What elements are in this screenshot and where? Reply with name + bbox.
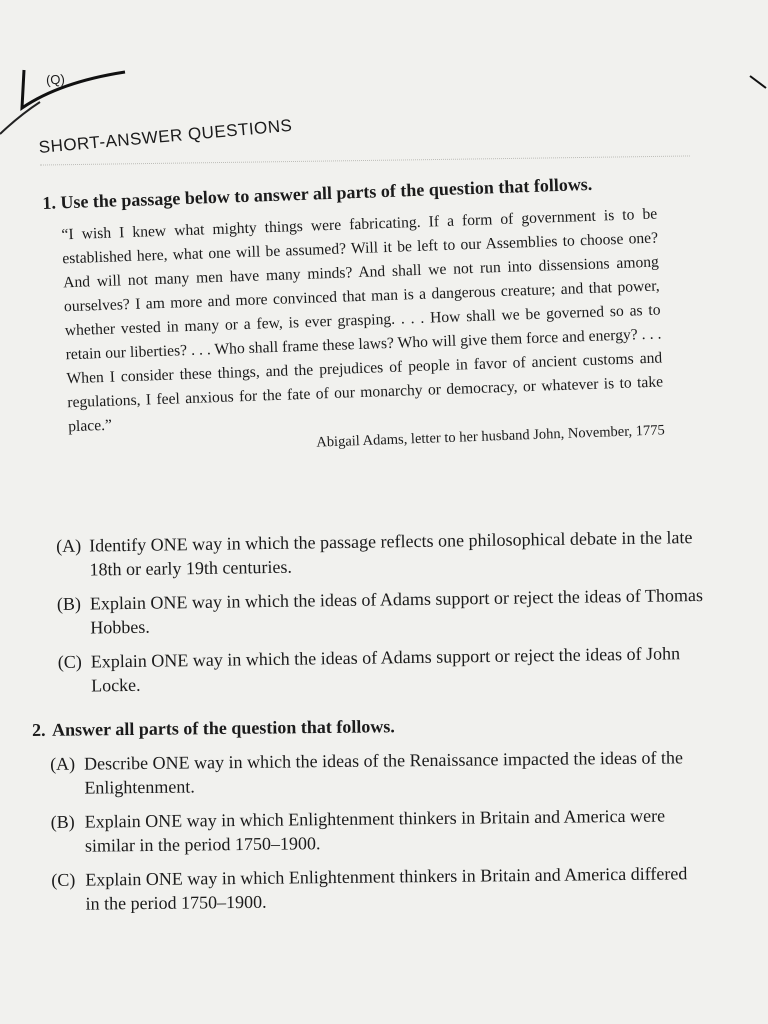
question-1 (42, 170, 681, 461)
part-a (56, 525, 707, 582)
passage-attribution: Abigail Adams, letter to her husband John, November, 1775 (316, 422, 665, 451)
part-a (50, 745, 700, 800)
part-letter: (B) (56, 593, 82, 614)
part-letter: (C) (57, 651, 82, 672)
part-text: Explain ONE way in which the ideas of Adams support or reject the ideas of Thomas Hobbes. (89, 584, 704, 638)
part-text: Explain ONE way in which Enlightenment thinkers in Britain and America differed in the period 1750–1900. (85, 863, 688, 914)
part-text: Identify ONE way in which the passage reflects one philosophical debate in the late 18th or early 19th centuries. (89, 527, 693, 580)
section-title: SHORT-ANSWER QUESTIONS (38, 115, 294, 157)
question-prompt-text: Answer all parts of the question that follows. (51, 716, 395, 740)
part-c (51, 861, 701, 916)
part-text: Explain ONE way in which the ideas of Adams support or reject the ideas of John Locke. (90, 643, 681, 696)
part-b (57, 583, 708, 640)
question-1-parts (56, 525, 708, 708)
part-text: Explain ONE way in which Enlightenment thinkers in Britain and America were similar in the period 1750–1900. (84, 805, 666, 856)
title-divider (40, 155, 690, 166)
question-number: 1. (42, 192, 57, 213)
part-letter: (A) (56, 535, 82, 556)
question-number: 2. (32, 719, 46, 740)
corner-bracket-mark (0, 60, 140, 140)
corner-label: (Q) (45, 71, 66, 88)
quoted-passage: “I wish I knew what mighty things were fabricating. If a form of government is to be established here, what one will be assumed? Will it be left to our Assemblies to choose one? And will not many men have many minds? And shall we not run into dissensions among ourselves? I am more and more convinced that man is a dangerous creature; and that power, whether vested in many or a few, is ever grasping. . . . How shall we be governed so as to retain our liberties? . . . Who shall frame these laws? Who will give them force and energy? . . . When I consider these things, and the prejudices of people in favor of ancient customs and regulations, I feel anxious for the fate of our monarchy or democracy, or whatever is to take place.” (61, 205, 664, 436)
part-letter: (C) (51, 869, 76, 890)
question-2-parts (50, 745, 702, 926)
edge-mark (748, 74, 768, 94)
question-2-prompt (32, 716, 395, 741)
part-c (58, 641, 709, 698)
question-prompt-text: Use the passage below to answer all parts of the question that follows. (60, 173, 593, 213)
part-b (51, 803, 701, 858)
part-text: Describe ONE way in which the ideas of the Renaissance impacted the ideas of the Enlightenment. (84, 747, 683, 798)
part-letter: (B) (50, 811, 75, 832)
part-letter: (A) (50, 753, 76, 774)
